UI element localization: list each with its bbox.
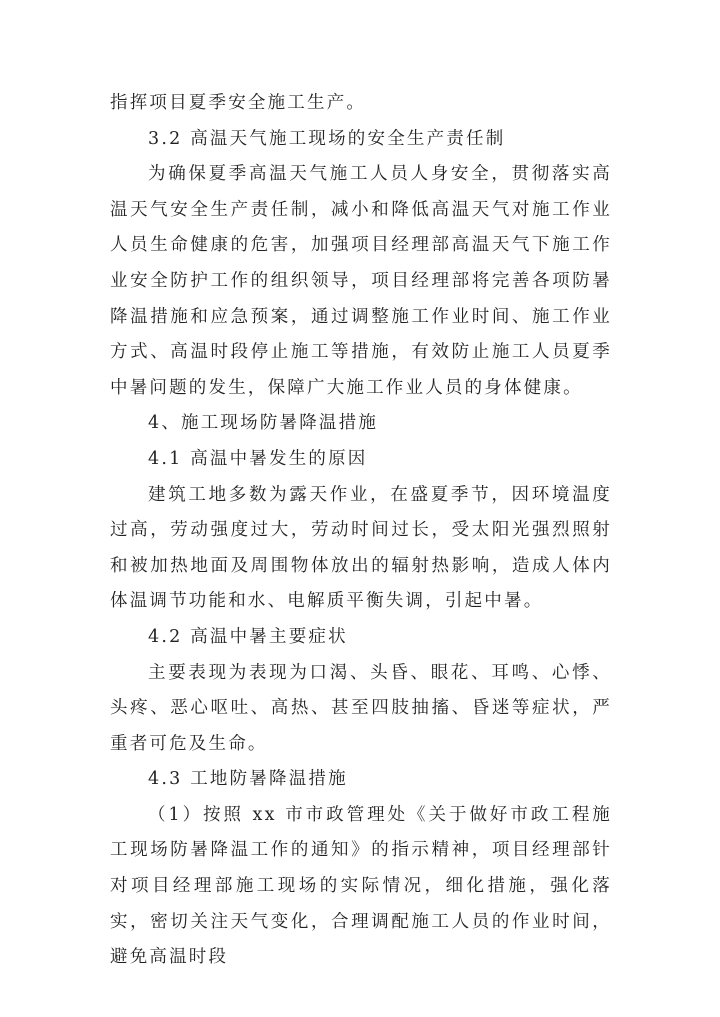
paragraph-measures-1: （1）按照 xx 市市政管理处《关于做好市政工程施工现场防暑降温工作的通知》的指示精神，项目经理部针对项目经理部施工现场的实际情况，细化措施，强化落实，密切关注天气变化，合理调配施工人员的作业时间，避免高温时段 — [110, 804, 612, 968]
section-heading-4: 4、施工现场防暑降温措施 — [148, 413, 379, 434]
paragraph-symptoms: 主要表现为表现为口渴、头昏、眼花、耳鸣、心悸、头疼、恶心呕吐、高热、甚至四肢抽搐、昏迷等症状，严重者可危及生命。 — [110, 662, 612, 754]
paragraph-heatstroke-causes: 建筑工地多数为露天作业，在盛夏季节，因环境温度过高，劳动强度过大，劳动时间过长，受太阳光强烈照射和被加热地面及周围物体放出的辐射热影响，造成人体内体温调节功能和水、电解质平衡失调，引起中暑。 — [110, 484, 612, 612]
section-heading-4-1: 4.1 高温中暑发生的原因 — [148, 448, 368, 469]
paragraph-responsibility: 为确保夏季高温天气施工人员人身安全，贯彻落实高温天气安全生产责任制，减小和降低高温天气对施工作业人员生命健康的危害，加强项目经理部高温天气下施工作业安全防护工作的组织领导，项目经理部将完善各项防暑降温措施和应急预案，通过调整施工作业时间、施工作业方式、高温时段停止施工等措施，有效防止施工人员夏季中暑问题的发生，保障广大施工作业人员的身体健康。 — [110, 164, 612, 398]
paragraph-continuation: 指挥项目夏季安全施工生产。 — [110, 93, 367, 113]
section-heading-4-3: 4.3 工地防暑降温措施 — [148, 769, 348, 790]
document-body — [110, 86, 612, 976]
section-heading-4-2: 4.2 高温中暑主要症状 — [148, 626, 348, 647]
section-heading-3-2: 3.2 高温天气施工现场的安全生产责任制 — [148, 128, 506, 149]
